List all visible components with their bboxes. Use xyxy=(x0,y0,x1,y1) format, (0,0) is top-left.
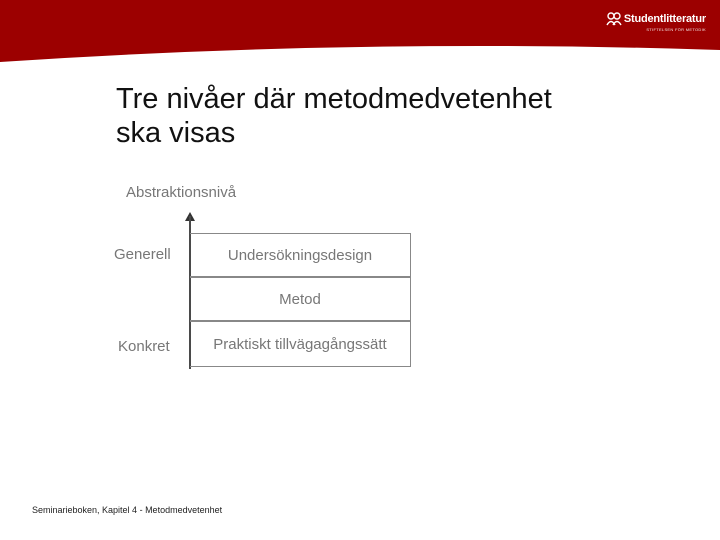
slide-title-line-1: Tre nivåer där metodmedvetenhet xyxy=(116,83,552,115)
axis-line xyxy=(189,216,191,369)
studentlitteratur-logo xyxy=(606,12,706,32)
logo-tagline: STIFTELSEN FÖR METODIK xyxy=(646,27,706,32)
level-box-praktiskt: Praktiskt tillvägagångssätt xyxy=(213,335,387,353)
header-band xyxy=(0,0,720,62)
slide-title-line-2: ska visas xyxy=(116,117,236,149)
level-stack xyxy=(190,233,411,367)
label-konkret: Konkret xyxy=(118,338,170,355)
level-box-design: Undersökningsdesign xyxy=(190,234,410,278)
axis-arrow-icon xyxy=(185,212,195,221)
footer-text: Seminarieboken, Kapitel 4 - Metodmedvetenhet xyxy=(32,505,223,515)
logo-name: Studentlitteratur xyxy=(623,13,706,25)
axis-label: Abstraktionsnivå xyxy=(126,184,237,201)
label-generell: Generell xyxy=(114,246,171,263)
level-box-metod: Metod xyxy=(190,278,410,322)
students-icon xyxy=(606,12,622,26)
slide-title xyxy=(116,82,676,150)
